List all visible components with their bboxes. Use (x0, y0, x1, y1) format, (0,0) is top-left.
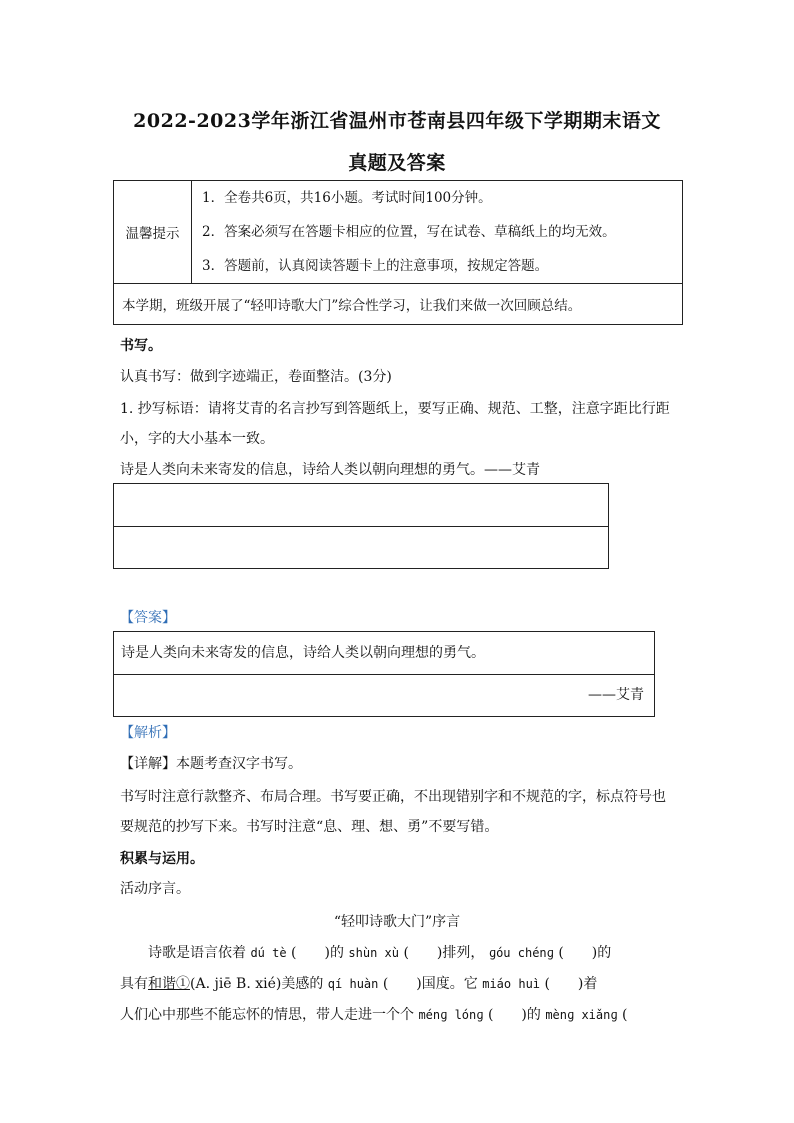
tips-label: 温馨提示 (114, 181, 192, 284)
quote-text: 诗是人类向未来寄发的信息，诗给人类以朝向理想的勇气。——艾青 (120, 462, 540, 478)
pinyin-shunxu: shùn xù (348, 946, 399, 960)
pinyin-menglong: ménɡ lónɡ (418, 1008, 484, 1022)
writing-requirement: 认真书写：做到字迹端正，卷面整洁。(3分) (120, 369, 392, 385)
document-title-line2: 真题及答案 (348, 152, 446, 174)
intro-text: 本学期，班级开展了“轻叩诗歌大门”综合性学习，让我们来做一次回顾总结。 (114, 284, 683, 325)
answer-author: ——艾青 (588, 687, 644, 703)
preface-line1: 诗歌是语言依着 dú tè ( )的 shùn xù ( )排列， ɡóu chénɡ ( )的 (148, 945, 612, 961)
question1-line2: 小，字的大小基本一致。 (120, 431, 274, 447)
preface-line2: 具有和谐①(A. jiē B. xié)美感的 qí huàn ( )国度。它 miáo huì ( )着 (120, 976, 598, 992)
tip-item: 3．答题前，认真阅读答题卡上的注意事项，按规定答题。 (202, 258, 549, 274)
preface-title: “轻叩诗歌大门”序言 (333, 914, 461, 930)
analysis-line2: 要规范的抄写下来。书写时注意“息、理、想、勇”不要写错。 (120, 819, 499, 835)
activity-sub: 活动序言。 (120, 881, 190, 897)
pinyin-dute: dú tè (250, 946, 287, 960)
analysis-detail: 【详解】本题考查汉字书写。 (120, 756, 302, 772)
section-heading-writing: 书写。 (120, 338, 162, 354)
document-title-line1: 2022-2023学年浙江省温州市苍南县四年级下学期期末语文 (133, 110, 661, 132)
analysis-tag: 【解析】 (120, 725, 176, 741)
section-heading-accumulation: 积累与运用。 (120, 851, 204, 867)
copy-row[interactable] (114, 484, 608, 527)
answer-box (113, 631, 655, 717)
underlined-hexie: 和谐① (148, 976, 190, 992)
preface-line3: 人们心中那些不能忘怀的情思，带人走进一个个 ménɡ lónɡ ( )的 mènɡ xiǎnɡ ( (120, 1007, 628, 1023)
pinyin-goucheng: ɡóu chénɡ (488, 946, 554, 960)
tips-list (192, 181, 683, 284)
tip-item: 1．全卷共6页，共16小题。考试时间100分钟。 (202, 190, 492, 206)
pinyin-miaohui: miáo huì (482, 977, 541, 991)
copy-row[interactable] (114, 527, 608, 569)
pinyin-qihuan: qí huàn (327, 977, 379, 991)
question1-line1: 1. 抄写标语：请将艾青的名言抄写到答题纸上，要写正确、规范、工整，注意字距比行距 (120, 401, 670, 417)
tips-table (113, 180, 683, 325)
analysis-line1: 书写时注意行款整齐、布局合理。书写要正确，不出现错别字和不规范的字，标点符号也 (120, 789, 666, 805)
pinyin-mengxiang: mènɡ xiǎnɡ (545, 1008, 618, 1022)
tip-item: 2．答案必须写在答题卡相应的位置，写在试卷、草稿纸上的均无效。 (202, 224, 616, 240)
answer-text: 诗是人类向未来寄发的信息，诗给人类以朝向理想的勇气。 (114, 632, 654, 675)
answer-tag: 【答案】 (120, 610, 176, 626)
copy-answer-box[interactable] (113, 483, 609, 569)
